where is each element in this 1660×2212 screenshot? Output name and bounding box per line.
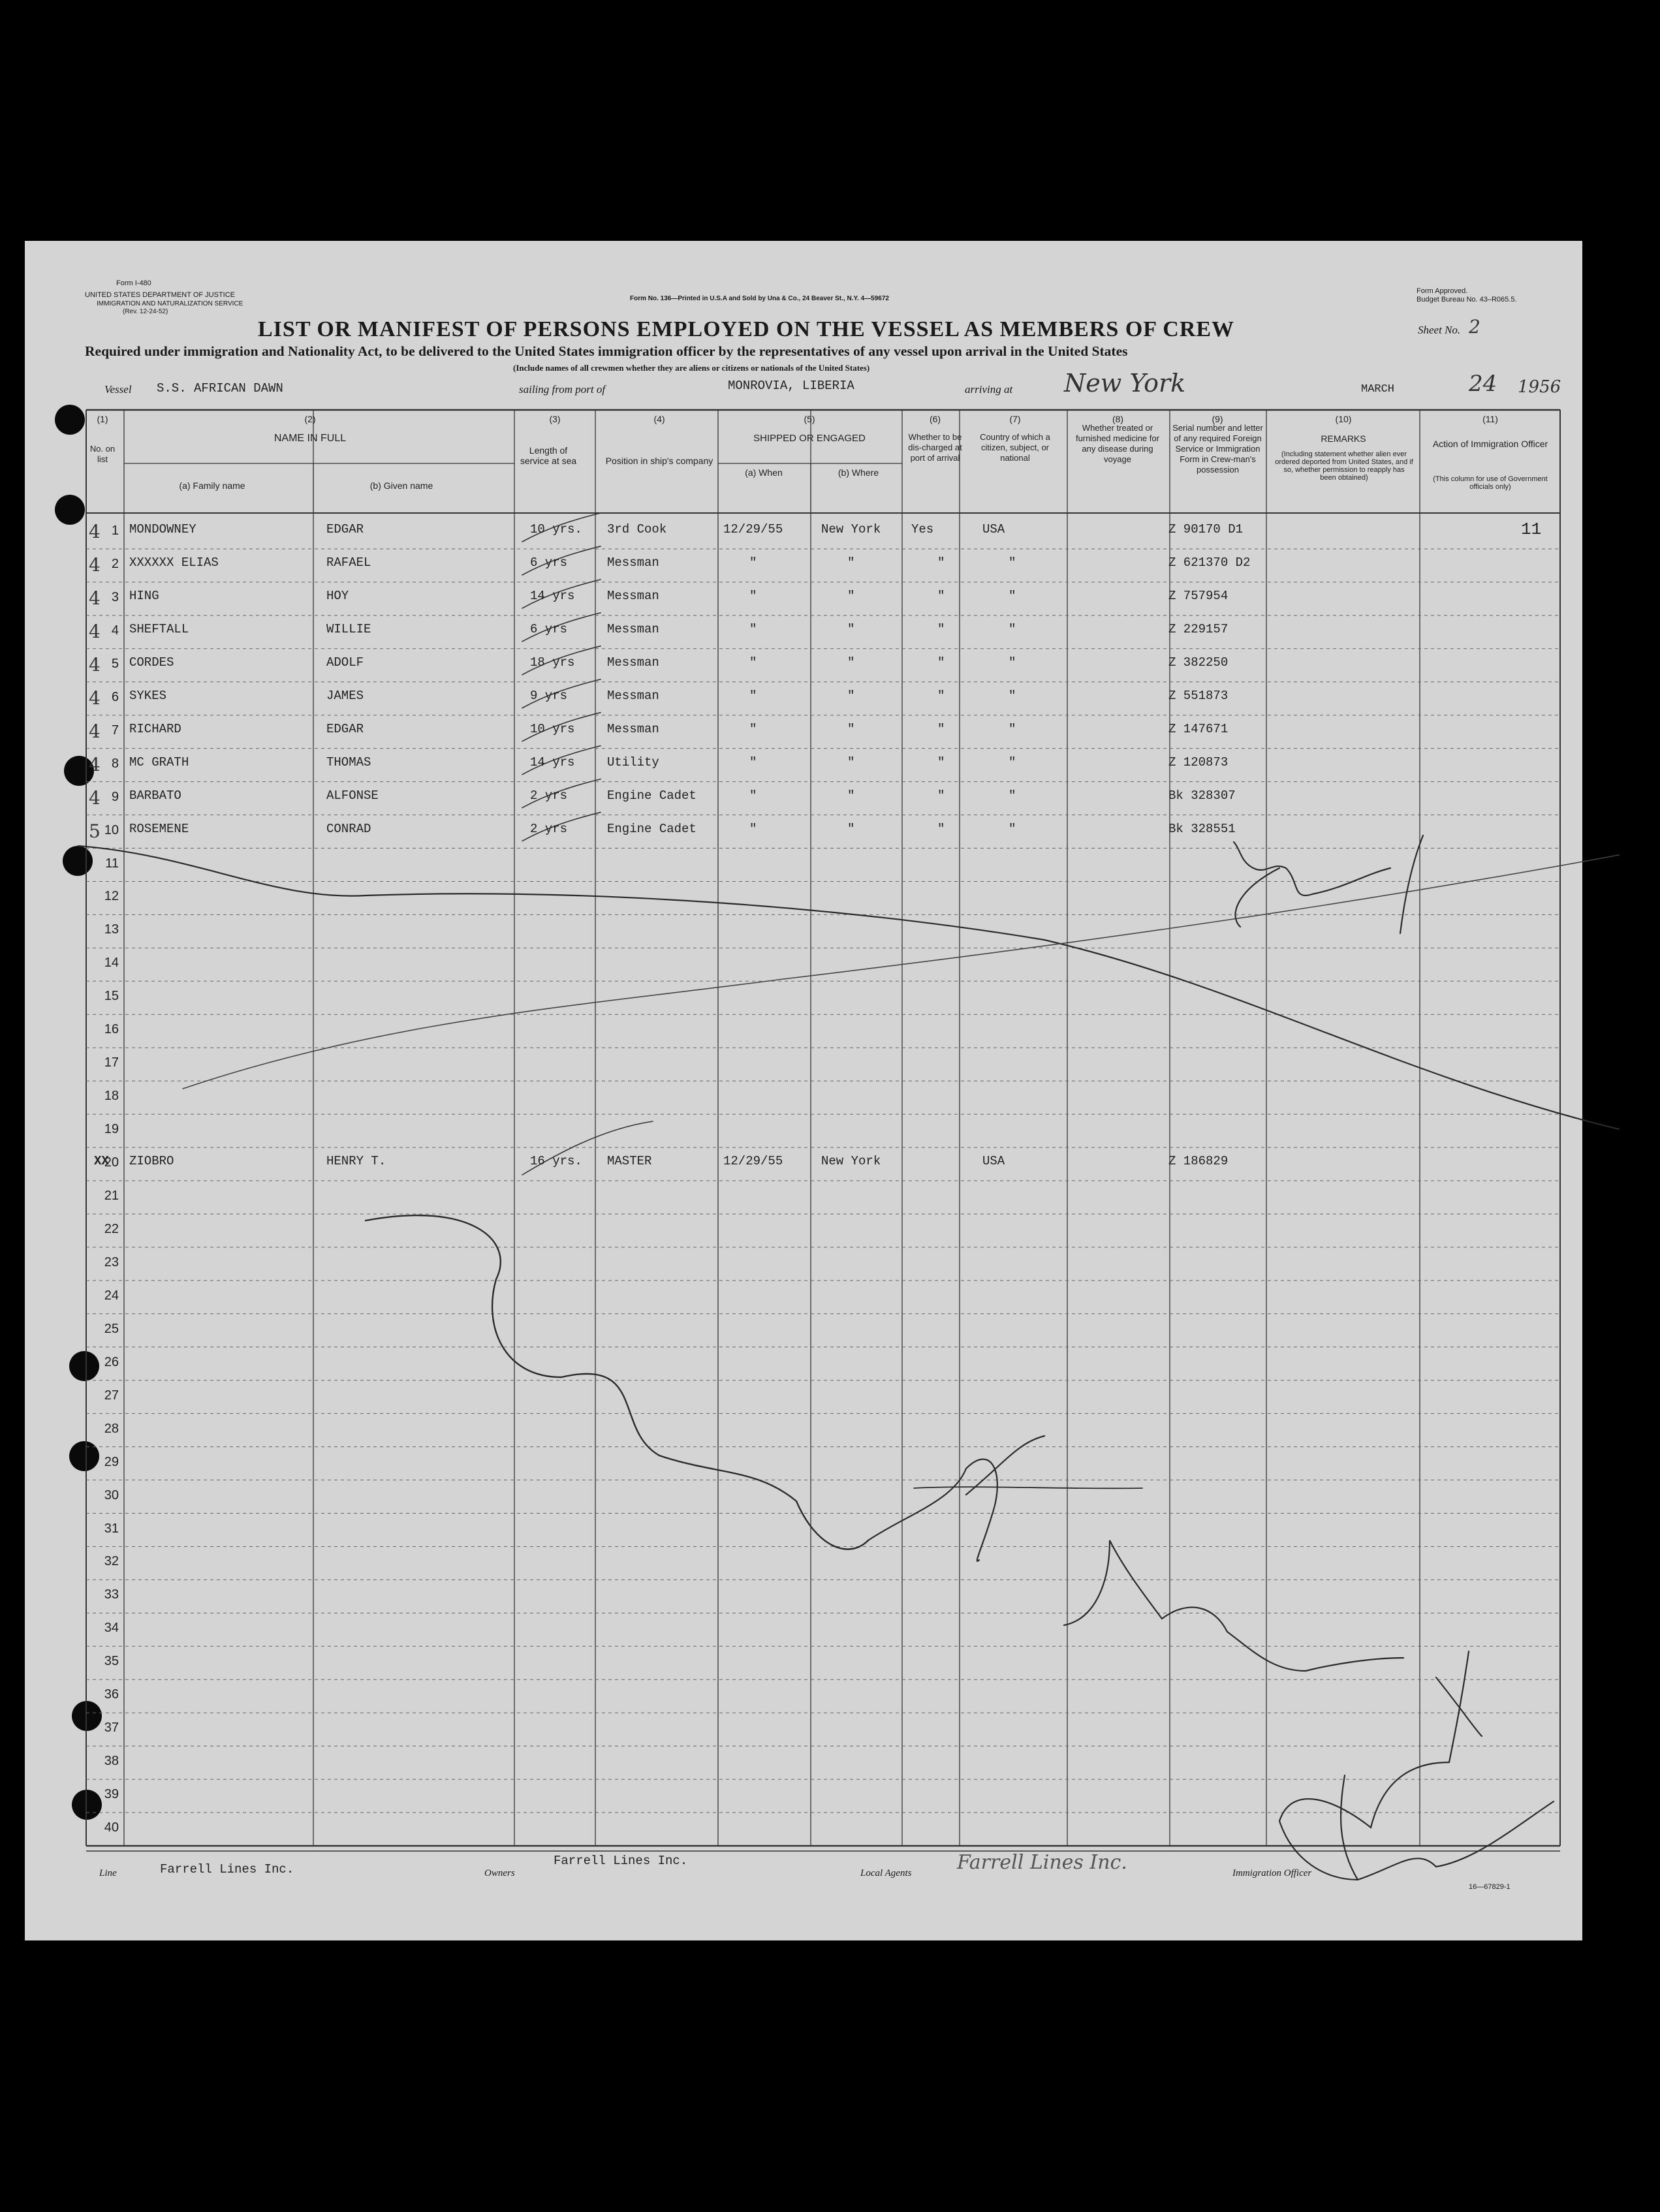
crew-discharged: " [937, 821, 945, 836]
header-no-on-list: No. on list [89, 444, 116, 464]
row-number: 14 [104, 956, 119, 971]
crew-when: " [749, 588, 757, 603]
crew-serial: Z 757954 [1168, 588, 1229, 603]
header-country: Country of which a citizen, subject, or national [980, 432, 1050, 463]
header-remarks-note: (Including statement whether alien ever ordered deported from United States, and if so, whether permission to reapply has been obtained) [1275, 450, 1413, 482]
row-ink-prefix: 4 [89, 521, 101, 542]
crew-given: HOY [326, 588, 349, 603]
row-number: 37 [104, 1721, 119, 1736]
crew-length: 16 yrs. [530, 1154, 582, 1169]
row-number: 15 [104, 989, 119, 1004]
crew-country: " [1009, 655, 1016, 670]
crew-length: 2 yrs [530, 821, 568, 836]
crew-action: 11 [1521, 520, 1542, 539]
row-number: 16 [104, 1022, 119, 1037]
crew-where: " [847, 755, 855, 770]
row-number: 6 [111, 689, 119, 704]
row-number: 13 [104, 922, 119, 937]
crew-country: " [1009, 555, 1016, 570]
row-number: 8 [111, 756, 119, 771]
row-number: 10 [104, 822, 119, 837]
crew-discharged: " [937, 621, 945, 636]
crew-position: Messman [607, 688, 659, 703]
crew-discharged: " [937, 721, 945, 736]
crew-position: 3rd Cook [607, 522, 667, 537]
crew-country: " [1009, 688, 1016, 703]
crew-discharged: " [937, 555, 945, 570]
footer-agents-label: Local Agents [860, 1868, 912, 1878]
row-number: 3 [111, 589, 119, 604]
footer-officer-label: Immigration Officer [1232, 1868, 1312, 1878]
header-given-name: (b) Given name [369, 480, 433, 491]
row-number: 9 [111, 789, 119, 804]
ink-stroke [868, 1436, 1044, 1561]
crew-when: " [749, 555, 757, 570]
crew-country: " [1009, 788, 1016, 803]
row-number: 1 [111, 523, 119, 538]
crew-given: EDGAR [326, 721, 364, 736]
crew-position: Messman [607, 555, 659, 570]
crew-country: " [1009, 621, 1016, 636]
row-number: 12 [104, 889, 119, 904]
row-number: 2 [111, 556, 119, 571]
crew-length: 6 yrs [530, 621, 568, 636]
row-ink-prefix: 4 [89, 587, 101, 609]
crew-serial: Z 621370 D2 [1168, 555, 1251, 570]
footer-form-code: 16—67829-1 [1469, 1883, 1511, 1891]
row-number: 33 [104, 1587, 119, 1602]
crew-position: MASTER [607, 1154, 652, 1169]
crew-where: New York [821, 1154, 881, 1169]
footer-line-label: Line [99, 1868, 117, 1878]
crew-family: RICHARD [129, 721, 181, 736]
row-number: 38 [104, 1754, 119, 1769]
row-number: 25 [104, 1321, 119, 1336]
row-number: 18 [104, 1089, 119, 1104]
crew-position: Messman [607, 588, 659, 603]
row-number: 17 [104, 1055, 119, 1070]
row-ink-prefix: 4 [89, 653, 101, 676]
crew-position: Engine Cadet [607, 788, 697, 803]
row-ink-prefix: 5 [89, 820, 101, 842]
crew-serial: Z 186829 [1168, 1154, 1229, 1169]
ink-stroke [366, 1215, 868, 1549]
ink-stroke [1227, 1632, 1482, 1762]
crew-family: CORDES [129, 655, 174, 670]
row-number: 22 [104, 1221, 119, 1236]
row-number: 23 [104, 1254, 119, 1270]
row-number: 36 [104, 1687, 119, 1702]
sailing-label: sailing from port of [519, 383, 606, 396]
crew-discharged: " [937, 688, 945, 703]
header-when: (a) When [745, 467, 783, 478]
crew-length: 2 yrs [530, 788, 568, 803]
crew-when: " [749, 688, 757, 703]
crew-when: 12/29/55 [723, 522, 783, 537]
crew-family: MC GRATH [129, 755, 189, 770]
crew-length: 6 yrs [530, 555, 568, 570]
crew-where: " [847, 788, 855, 803]
crew-where: " [847, 821, 855, 836]
crew-discharged: Yes [911, 522, 934, 537]
vessel-name: S.S. AFRICAN DAWN [157, 381, 283, 396]
service: IMMIGRATION AND NATURALIZATION SERVICE [97, 300, 243, 307]
footer-owners-label: Owners [484, 1868, 515, 1878]
col-11-number: (11) [1482, 414, 1498, 424]
header-name-in-full: NAME IN FULL [274, 433, 347, 444]
form-number: Form I-480 [116, 279, 151, 287]
crew-given: EDGAR [326, 522, 364, 537]
crew-given: ADOLF [326, 655, 364, 670]
crew-when: " [749, 655, 757, 670]
ink-stroke [78, 846, 1619, 1129]
master-row-prefix: XX [94, 1154, 109, 1169]
header-action-note: (This column for use of Government officials only) [1433, 475, 1548, 491]
crew-where: " [847, 655, 855, 670]
crew-country: " [1009, 721, 1016, 736]
revision: (Rev. 12-24-52) [123, 308, 168, 315]
row-ink-prefix: 4 [89, 687, 101, 709]
crew-serial: Z 551873 [1168, 688, 1229, 703]
crew-when: " [749, 788, 757, 803]
row-number: 24 [104, 1288, 119, 1303]
crew-length: 10 yrs [530, 721, 575, 736]
crew-country: " [1009, 821, 1016, 836]
crew-when: 12/29/55 [723, 1154, 783, 1169]
crew-given: CONRAD [326, 821, 371, 836]
row-number: 5 [111, 656, 119, 671]
crew-position: Messman [607, 621, 659, 636]
col-3-number: (3) [549, 414, 561, 424]
crew-serial: Z 120873 [1168, 755, 1229, 770]
col-1-number: (1) [97, 414, 108, 424]
row-number: 31 [104, 1521, 119, 1536]
crew-given: ALFONSE [326, 788, 379, 803]
row-ink-prefix: 4 [89, 787, 101, 809]
departure-port: MONROVIA, LIBERIA [728, 379, 854, 393]
crew-serial: Bk 328307 [1168, 788, 1236, 803]
crew-position: Messman [607, 721, 659, 736]
crew-family: ROSEMENE [129, 821, 189, 836]
header-where: (b) Where [838, 467, 879, 478]
ink-stroke [183, 855, 1619, 1089]
printer-line: Form No. 136—Printed in U.S.A and Sold by Una & Co., 24 Beaver St., N.Y. 4—59672 [630, 295, 889, 302]
crew-when: " [749, 721, 757, 736]
crew-length: 14 yrs [530, 588, 575, 603]
crew-where: " [847, 721, 855, 736]
department: UNITED STATES DEPARTMENT OF JUSTICE [85, 291, 236, 299]
crew-family: SYKES [129, 688, 167, 703]
row-number: 35 [104, 1654, 119, 1669]
crew-where: " [847, 588, 855, 603]
crew-given: JAMES [326, 688, 364, 703]
header-shipped: SHIPPED OR ENGAGED [753, 433, 866, 444]
ink-stroke [1064, 1540, 1227, 1632]
crew-serial: Z 147671 [1168, 721, 1229, 736]
crew-discharged: " [937, 588, 945, 603]
arrival-day: 24 [1469, 371, 1497, 397]
row-number: 39 [104, 1787, 119, 1802]
header-treated: Whether treated or furnished medicine for any disease during voyage [1076, 423, 1159, 464]
row-ink-prefix: 4 [89, 753, 101, 775]
crew-position: Engine Cadet [607, 821, 697, 836]
budget-bureau: Budget Bureau No. 43–R065.5. [1417, 296, 1517, 304]
footer-agents-signature: Farrell Lines Inc. [957, 1851, 1127, 1874]
crew-family: SHEFTALL [129, 621, 189, 636]
row-number: 11 [105, 856, 119, 871]
row-ink-prefix: 4 [89, 620, 101, 642]
crew-family: ZIOBRO [129, 1154, 174, 1169]
row-number: 40 [104, 1820, 119, 1835]
crew-family: HING [129, 588, 159, 603]
crew-when: " [749, 621, 757, 636]
col-2-number: (2) [304, 414, 316, 424]
header-position: Position in ship's company [605, 456, 713, 466]
crew-position: Utility [607, 755, 659, 770]
crew-length: 10 yrs. [530, 522, 582, 537]
crew-country: USA [982, 1154, 1005, 1169]
row-number: 20 [104, 1155, 119, 1170]
crew-serial: Bk 328551 [1168, 821, 1236, 836]
subtitle: Required under immigration and Nationality Act, to be delivered to the United States immigration officer by the representatives of any vessel upon arrival in the United States [85, 343, 1128, 359]
col-6-number: (6) [929, 414, 941, 424]
crew-length: 14 yrs [530, 755, 575, 770]
crew-serial: Z 90170 D1 [1168, 522, 1244, 537]
row-ink-prefix: 4 [89, 720, 101, 742]
crew-length: 9 yrs [530, 688, 568, 703]
crew-country: " [1009, 755, 1016, 770]
crew-where: New York [821, 522, 881, 537]
row-number: 26 [104, 1354, 119, 1369]
crew-family: BARBATO [129, 788, 181, 803]
crew-length: 18 yrs [530, 655, 575, 670]
crew-serial: Z 382250 [1168, 655, 1229, 670]
row-ink-prefix: 4 [89, 553, 101, 576]
sheet-number: 2 [1469, 316, 1480, 337]
col-4-number: (4) [653, 414, 665, 424]
col-5-number: (5) [804, 414, 815, 424]
header-remarks: REMARKS [1321, 433, 1366, 444]
crew-country: USA [982, 522, 1005, 537]
arriving-label: arriving at [965, 383, 1013, 396]
header-length: Length of service at sea [520, 445, 577, 466]
col-9-number: (9) [1212, 414, 1223, 424]
row-number: 27 [104, 1388, 119, 1403]
row-number: 30 [104, 1488, 119, 1503]
col-7-number: (7) [1009, 414, 1021, 424]
crew-serial: Z 229157 [1168, 621, 1229, 636]
row-number: 21 [104, 1189, 119, 1203]
footer-line: Farrell Lines Inc. [160, 1862, 294, 1877]
arrival-month: MARCH [1361, 383, 1395, 396]
row-number: 19 [104, 1122, 119, 1137]
crew-when: " [749, 821, 757, 836]
row-number: 32 [104, 1554, 119, 1569]
header-family-name: (a) Family name [179, 480, 245, 491]
crew-given: HENRY T. [326, 1154, 386, 1169]
page-title: LIST OR MANIFEST OF PERSONS EMPLOYED ON THE VESSEL AS MEMBERS OF CREW [258, 317, 1235, 341]
crew-where: " [847, 688, 855, 703]
header-serial: Serial number and letter of any required Foreign Service or Immigration Form in Crew-man's possession [1172, 423, 1263, 475]
header-action: Action of Immigration Officer [1432, 439, 1548, 449]
crew-country: " [1009, 588, 1016, 603]
ink-stroke [1234, 835, 1423, 933]
form-approved: Form Approved. [1417, 287, 1468, 295]
crew-given: RAFAEL [326, 555, 371, 570]
crew-discharged: " [937, 655, 945, 670]
ink-stroke [914, 1487, 1142, 1488]
crew-discharged: " [937, 755, 945, 770]
crew-when: " [749, 755, 757, 770]
crew-given: THOMAS [326, 755, 371, 770]
col-8-number: (8) [1112, 414, 1124, 424]
row-number: 34 [104, 1621, 119, 1636]
row-number: 4 [111, 623, 119, 638]
crew-discharged: " [937, 788, 945, 803]
sheet-label: Sheet No. [1418, 324, 1461, 336]
crew-where: " [847, 555, 855, 570]
row-number: 7 [111, 723, 119, 738]
crew-given: WILLIE [326, 621, 371, 636]
crew-family: XXXXXX ELIAS [129, 555, 219, 570]
footer-owners: Farrell Lines Inc. [554, 1854, 688, 1868]
row-number: 28 [104, 1421, 119, 1436]
crew-where: " [847, 621, 855, 636]
arrival-year: 1956 [1518, 377, 1561, 397]
crew-family: MONDOWNEY [129, 522, 196, 537]
arrival-port: New York [1064, 369, 1186, 397]
include-note: (Include names of all crewmen whether they are aliens or citizens or nationals of the United States) [513, 363, 870, 373]
ink-stroke [1279, 1762, 1554, 1880]
vessel-label: Vessel [104, 383, 132, 396]
crew-position: Messman [607, 655, 659, 670]
header-discharged: Whether to be dis-charged at port of arrival [908, 432, 962, 463]
col-10-number: (10) [1335, 414, 1352, 424]
row-number: 29 [104, 1454, 119, 1469]
